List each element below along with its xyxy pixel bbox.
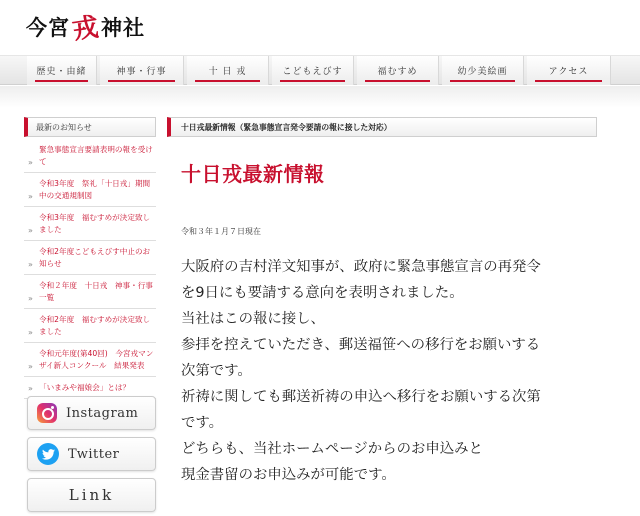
sidebar-news-list [24, 139, 156, 399]
news-item[interactable]: » 「いまみや福娘会」とは？ [24, 377, 156, 399]
body-line: 祈祷に関しても郵送祈祷の申込へ移行をお願いする次第 [181, 389, 541, 405]
twitter-label: Twitter [68, 446, 120, 462]
nav-item-kodomo-ebisu[interactable]: こどもえびす [272, 56, 354, 85]
nav-item-access[interactable]: アクセス [527, 56, 611, 85]
instagram-button[interactable] [27, 396, 156, 430]
twitter-button[interactable] [27, 437, 156, 471]
article-body [181, 254, 591, 488]
sidebar-news [24, 117, 156, 399]
news-item[interactable]: » 令和２年度 十日戎 神事・行事一覧 [24, 275, 156, 309]
nav-item-rituals[interactable]: 神事・行事 [100, 56, 184, 85]
body-line: 当社はこの報に接し、 [181, 311, 325, 327]
body-line: どちらも、当社ホームページからのお申込みと [181, 441, 483, 457]
nav-shadow [0, 86, 640, 108]
news-item[interactable]: » 令和3年度 福むすめが決定致しました [24, 207, 156, 241]
nav-item-history[interactable]: 歴史・由緒 [27, 56, 97, 85]
logo-text-right: 神社 [101, 14, 146, 40]
body-line: 参拝を控えていただき、郵送福笹への移行をお願いする [181, 337, 541, 353]
nav-item-fukumusume[interactable]: 福むすめ [357, 56, 439, 85]
body-line: 現金書留のお申込みが可能です。 [181, 467, 396, 483]
news-item[interactable]: » 令和3年度 祭礼「十日戎」期間中の交通規制図 [24, 173, 156, 207]
body-line: です。 [181, 415, 224, 431]
update-date: 令和３年１月７日現在 [181, 227, 261, 236]
site-header [0, 0, 640, 50]
site-logo[interactable] [26, 8, 145, 45]
page-title: 十日戎最新情報 [181, 162, 325, 186]
instagram-label: Instagram [66, 405, 139, 421]
news-item[interactable]: » 緊急事態宣言要請表明の報を受けて [24, 139, 156, 173]
main-nav [0, 55, 640, 85]
body-line: を9日にも要請する意向を表明されました。 [181, 285, 464, 301]
instagram-icon [37, 403, 57, 423]
news-item[interactable]: » 令和2年度こどもえびす中止のお知らせ [24, 241, 156, 275]
content-heading-bar: 十日戎最新情報（緊急事態宣言発令要請の報に接した対応） [167, 117, 597, 137]
nav-item-drawings[interactable]: 幼少美絵画 [442, 56, 524, 85]
news-item[interactable]: » 令和元年度(第40回) 今宮戎マンザイ新人コンクール 結果発表 [24, 343, 156, 377]
body-line: 次第です。 [181, 363, 252, 379]
twitter-bird-icon [37, 443, 59, 465]
link-button[interactable] [27, 478, 156, 512]
logo-text-left: 今宮 [26, 14, 70, 40]
body-line: 大阪府の吉村洋文知事が、政府に緊急事態宣言の再発令 [181, 259, 541, 275]
sidebar-news-heading: 最新のお知らせ [24, 117, 156, 137]
logo-mark: 戎 [70, 12, 102, 46]
news-item[interactable]: » 令和2年度 福むすめが決定致しました [24, 309, 156, 343]
link-label: Link [68, 486, 115, 504]
nav-item-toka-ebisu[interactable]: 十 日 戎 [187, 56, 269, 85]
